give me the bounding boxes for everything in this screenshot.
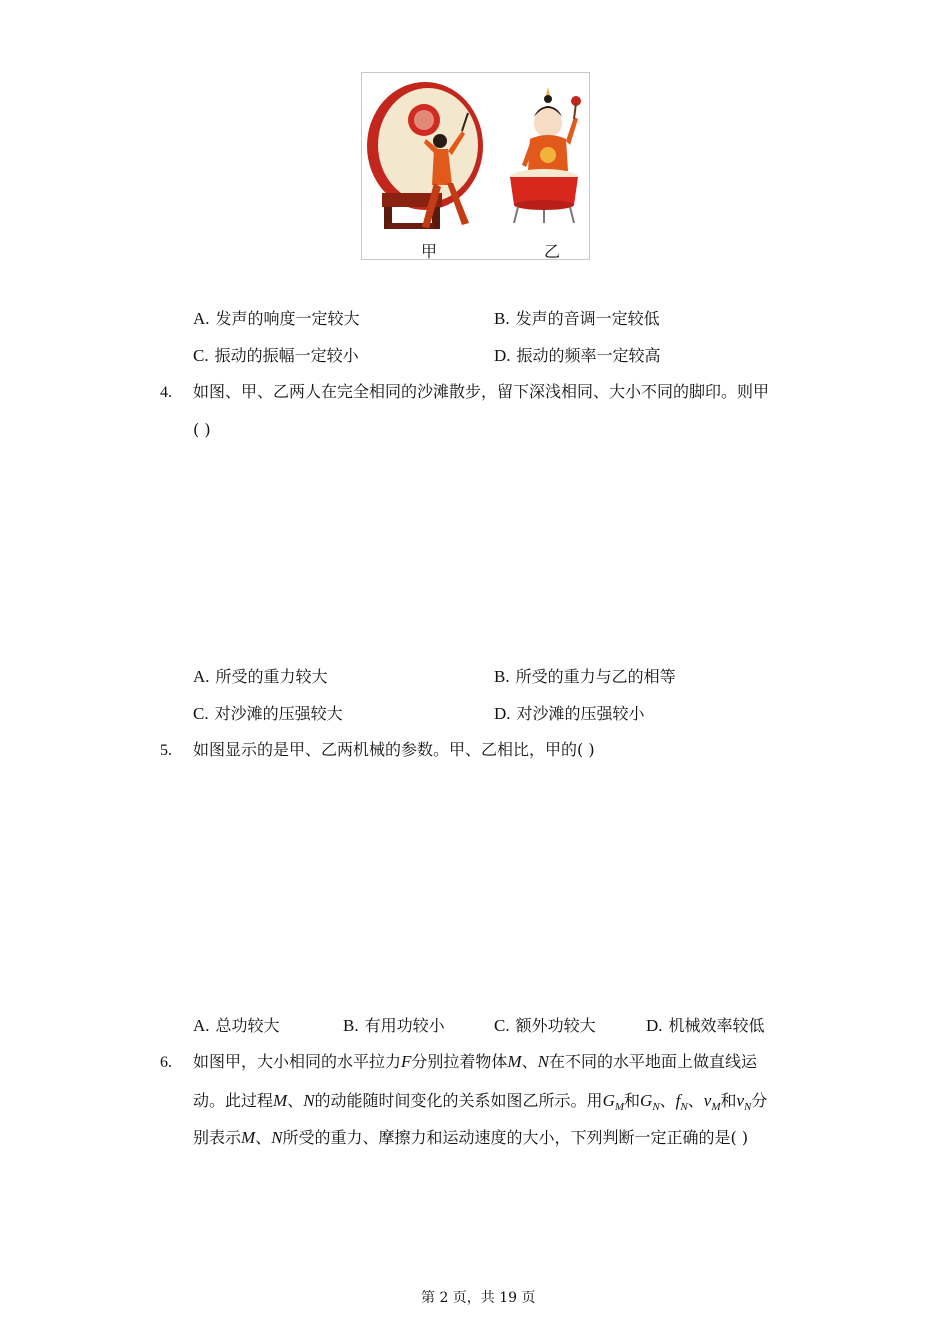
q6-text: 和 [624,1091,641,1110]
q3-option-d [494,346,661,366]
q5-option-a [193,1016,280,1036]
var-f-friction: f [675,1091,681,1110]
option-text: 振动的振幅一定较小 [214,346,359,365]
option-letter: B. [494,309,510,328]
option-letter: D. [494,704,511,723]
subscript-n: N [744,1101,752,1113]
q4-option-a [193,667,328,687]
option-letter: C. [494,1016,510,1035]
var-n: N [303,1091,315,1110]
option-letter: C. [193,704,209,723]
q3-option-c [193,346,359,366]
q6-stem-line2 [193,1091,767,1117]
option-text: 对沙滩的压强较小 [516,704,645,723]
q3-option-a [193,309,360,329]
var-f-force: F [401,1052,412,1071]
drum-figure [361,72,590,260]
option-letter: C. [193,346,209,365]
option-text: 对沙滩的压强较大 [214,704,343,723]
option-letter: A. [193,309,210,328]
var-n: N [271,1128,283,1147]
var-m: M [273,1091,288,1110]
q6-text: 的动能随时间变化的关系如图乙所示。用 [314,1091,603,1110]
subscript-n: N [680,1101,688,1113]
q6-text: 动。此过程 [193,1091,274,1110]
small-drum-child-image [510,87,581,223]
q4-option-d [494,704,645,724]
subscript-m: M [711,1101,721,1113]
option-text: 振动的频率一定较高 [516,346,661,365]
q6-text: 、 [521,1052,538,1071]
q4-stem-line2: ( ) [193,420,211,439]
option-letter: D. [646,1016,663,1035]
option-letter: B. [343,1016,359,1035]
var-v: v [736,1091,745,1110]
q5-option-b [343,1016,445,1036]
option-text: 所受的重力与乙的相等 [515,667,676,686]
q3-option-b [494,309,660,329]
q6-text: 如图甲，大小相同的水平拉力 [193,1052,402,1071]
q6-text: 在不同的水平地面上做直线运 [548,1052,757,1071]
q6-text: 所受的重力、摩擦力和运动速度的大小，下列判断一定正确的是( ) [282,1128,749,1147]
page-footer: 第 2 页，共 19 页 [421,1290,536,1306]
figure-label-yi: 乙 [544,242,561,261]
option-text: 发声的响度一定较大 [215,309,360,328]
q6-stem-line3 [193,1128,748,1148]
var-m: M [241,1128,256,1147]
q6-number: 6. [160,1054,172,1071]
option-text: 总功较大 [215,1016,280,1035]
option-letter: A. [193,667,210,686]
q6-text: 分 [751,1091,768,1110]
q5-number: 5. [160,742,172,759]
var-n: N [537,1052,549,1071]
q6-text: 、 [287,1091,304,1110]
q5-option-c [494,1016,596,1036]
q6-text: 和 [720,1091,737,1110]
q6-text: 分别拉着物体 [411,1052,508,1071]
var-v: v [703,1091,712,1110]
q5-option-d [646,1016,765,1036]
q5-stem: 如图显示的是甲、乙两机械的参数。甲、乙相比，甲的( ) [193,740,595,759]
var-m: M [507,1052,522,1071]
subscript-n: N [652,1101,660,1113]
q4-number: 4. [160,384,172,401]
q6-text: 别表示 [193,1128,242,1147]
q6-text: 、 [687,1091,704,1110]
drum-illustration [362,73,589,259]
subscript-m: M [614,1101,625,1113]
q4-stem-line1: 如图、甲、乙两人在完全相同的沙滩散步，留下深浅相同、大小不同的脚印。则甲 [193,382,770,401]
option-text: 额外功较大 [515,1016,596,1035]
var-g: G [640,1091,653,1110]
option-letter: A. [193,1016,210,1035]
big-drum-drummer-image [367,82,483,229]
q4-option-b [494,667,676,687]
var-g: G [602,1091,615,1110]
q6-stem-line1 [193,1052,757,1072]
option-text: 发声的音调一定较低 [515,309,660,328]
q6-text: 、 [255,1128,272,1147]
option-text: 有用功较小 [364,1016,445,1035]
q6-text: 、 [659,1091,676,1110]
option-text: 所受的重力较大 [215,667,328,686]
option-letter: D. [494,346,511,365]
option-letter: B. [494,667,510,686]
q4-option-c [193,704,343,724]
figure-label-jia: 甲 [421,242,438,261]
option-text: 机械效率较低 [668,1016,765,1035]
